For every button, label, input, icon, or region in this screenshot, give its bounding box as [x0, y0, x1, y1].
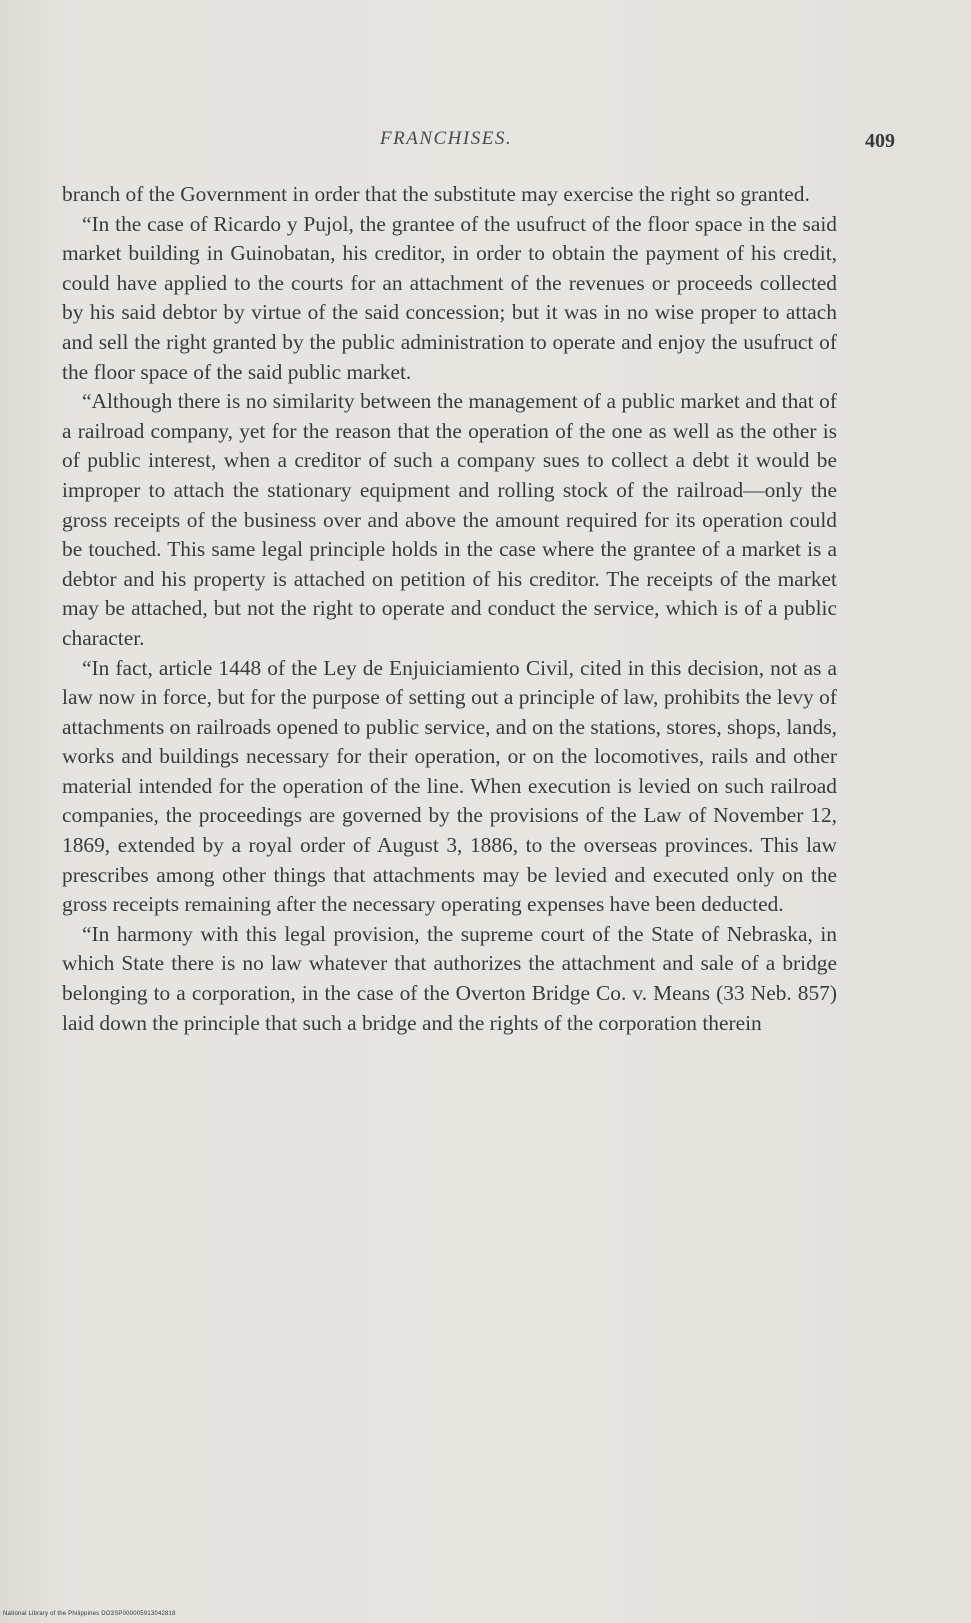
paragraph: “In the case of Ricardo y Pujol, the grantee of the usufruct of the floor space in the said market building in Guinobatan, his creditor, in order to obtain the payment of his credit, could have applied to the courts for an attachment of the revenues or proceeds collected by his said debtor by virtue of the said concession; but it was in no wise proper to attach and sell the right granted by the public administration to operate and enjoy the usufruct of the floor space of the said public market. [62, 211, 837, 384]
running-head [60, 128, 895, 158]
paragraph: “In harmony with this legal provision, the supreme court of the State of Nebraska, in which State there is no law whatever that authorizes the attachment and sale of a bridge belonging to a corporation, in the case of the Overton Bridge Co. v. Means (33 Neb. 857) laid down the principle that such a bridge and the rights of the corporation therein [62, 921, 837, 1035]
paragraph: “Although there is no similarity between the management of a public market and that of a railroad company, yet for the reason that the operation of the one as well as the other is of public interest, when a creditor of such a company sues to collect a debt it would be improper to attach the stationary equipment and rolling stock of the railroad—only the gross receipts of the business over and above the amount required for its operation could be touched. This same legal principle holds in the case where the grantee of a market is a debtor and his property is attached on petition of his creditor. The receipts of the market may be attached, but not the right to operate and conduct the service, which is of a public character. [62, 389, 837, 650]
paragraph: branch of the Government in order that the substitute may exercise the right so granted. [62, 182, 810, 206]
paragraph: “In fact, article 1448 of the Ley de Enjuiciamiento Civil, cited in this decision, not as a law now in force, but for the purpose of setting out a principle of law, prohibits the levy of attachments on railroads opened to public service, and on the stations, stores, shops, lands, works and buildings necessary for their operation, or on the locomotives, rails and other material intended for the operation of the line. When execution is levied on such railroad companies, the proceedings are governed by the provisions of the Law of November 12, 1869, extended by a royal order of August 3, 1886, to the overseas provinces. This law prescribes among other things that attachments may be levied and executed only on the gross receipts remaining after the necessary operating expenses have been deducted. [62, 655, 837, 917]
scan-credit: National Library of the Philippines DO3SP000005913042818 [3, 1611, 176, 1617]
body-text [62, 180, 837, 1038]
running-title: FRANCHISES. [380, 128, 513, 149]
page-number: 409 [865, 130, 895, 152]
